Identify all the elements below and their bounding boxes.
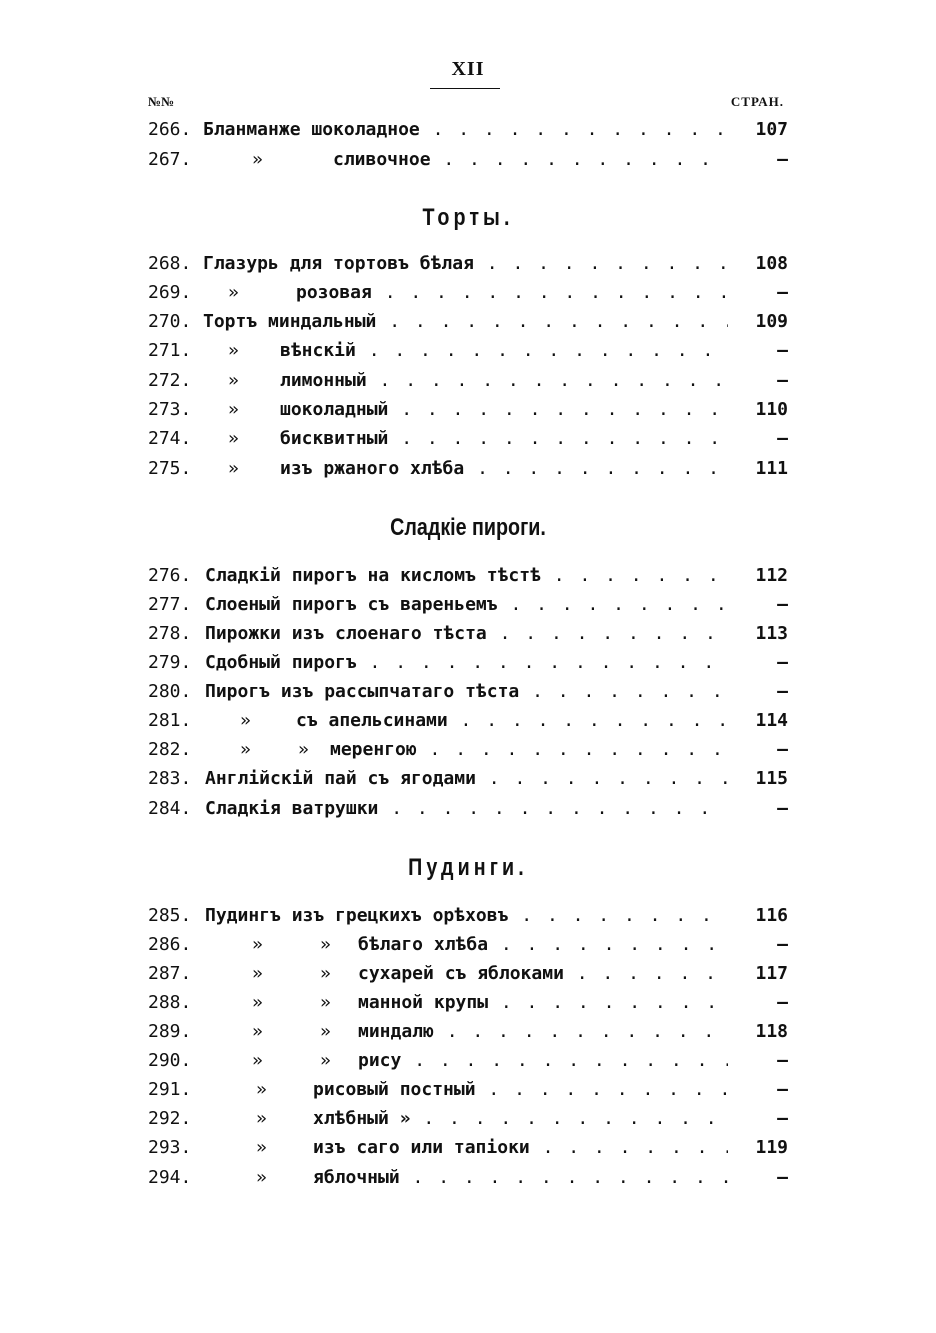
entry-title-text: Пирогъ изъ рассыпчатаго тѣста bbox=[205, 681, 520, 702]
ditto-mark: » bbox=[228, 282, 239, 303]
entry-title bbox=[280, 396, 728, 424]
entry-page: — bbox=[777, 1167, 788, 1188]
entry-number: 273. bbox=[148, 399, 192, 420]
entry-title-text: Сдобный пирогъ bbox=[205, 652, 357, 673]
entry-title bbox=[203, 308, 728, 336]
entry-number: 284. bbox=[148, 798, 192, 819]
ditto-mark: » bbox=[320, 1021, 331, 1042]
entry-number: 266. bbox=[148, 119, 192, 140]
entry-number: 272. bbox=[148, 370, 192, 391]
ditto-mark: » bbox=[252, 1050, 263, 1071]
entry-number: 289. bbox=[148, 1021, 192, 1042]
entry-title-text: бѣлаго хлѣба bbox=[358, 934, 489, 955]
ditto-mark: » bbox=[240, 710, 251, 731]
list-item bbox=[148, 455, 788, 483]
entry-number: 278. bbox=[148, 623, 192, 644]
page-column-label: СТРАН. bbox=[730, 94, 784, 109]
entry-number: 269. bbox=[148, 282, 192, 303]
entry-page: — bbox=[777, 992, 788, 1013]
entry-number: 277. bbox=[148, 594, 192, 615]
entry-number: 279. bbox=[148, 652, 192, 673]
entry-number: 285. bbox=[148, 905, 192, 926]
entry-number: 282. bbox=[148, 739, 192, 760]
list-item bbox=[148, 960, 788, 988]
entry-title bbox=[313, 1164, 728, 1192]
list-item bbox=[148, 1134, 788, 1162]
list-item bbox=[148, 620, 788, 648]
entry-title-text: изъ саго или тапіоки bbox=[313, 1137, 530, 1158]
entry-title bbox=[313, 1105, 728, 1133]
entry-number: 288. bbox=[148, 992, 192, 1013]
entry-title bbox=[205, 562, 728, 590]
entry-title bbox=[313, 1134, 728, 1162]
ditto-mark: » bbox=[252, 934, 263, 955]
entry-title-text: Бланманже шоколадное bbox=[203, 119, 420, 140]
entry-title-text: Глазурь для тортовъ бѣлая bbox=[203, 253, 474, 274]
entry-page: — bbox=[777, 1079, 788, 1100]
section-heading: Сладкіе пироги. bbox=[390, 514, 546, 541]
entry-page: — bbox=[777, 1050, 788, 1071]
entry-title-text: съ апельсинами bbox=[296, 710, 448, 731]
entry-number: 281. bbox=[148, 710, 192, 731]
list-item bbox=[148, 279, 788, 307]
entry-page: 107 bbox=[755, 119, 788, 140]
entry-title bbox=[280, 455, 728, 483]
ditto-mark: » bbox=[252, 963, 263, 984]
entry-title bbox=[205, 678, 728, 706]
entry-title bbox=[296, 707, 728, 735]
ditto-mark: » bbox=[256, 1137, 267, 1158]
list-item bbox=[148, 396, 788, 424]
list-item bbox=[148, 902, 788, 930]
entry-title bbox=[296, 279, 728, 307]
entry-page: — bbox=[777, 428, 788, 449]
entry-title bbox=[358, 931, 728, 959]
entry-number: 293. bbox=[148, 1137, 192, 1158]
entry-title-text: вѣнскій bbox=[280, 340, 356, 361]
entry-title-text: Слоеный пирогъ съ вареньемъ bbox=[205, 594, 498, 615]
list-item bbox=[148, 1105, 788, 1133]
entry-page: — bbox=[777, 681, 788, 702]
entry-title-text: Пудингъ изъ грецкихъ орѣховъ bbox=[205, 905, 509, 926]
entry-number: 276. bbox=[148, 565, 192, 586]
list-item bbox=[148, 425, 788, 453]
entry-page: — bbox=[777, 149, 788, 170]
list-item bbox=[148, 337, 788, 365]
entry-title-text: шоколадный bbox=[280, 399, 389, 420]
entry-title bbox=[205, 620, 728, 648]
ditto-mark: » bbox=[228, 458, 239, 479]
ditto-mark: » bbox=[240, 739, 251, 760]
entry-number: 270. bbox=[148, 311, 192, 332]
list-item bbox=[148, 736, 788, 764]
entry-title bbox=[205, 765, 728, 793]
entry-page: 111 bbox=[755, 458, 788, 479]
list-item bbox=[148, 1076, 788, 1104]
list-item bbox=[148, 591, 788, 619]
entry-number: 274. bbox=[148, 428, 192, 449]
entry-number: 287. bbox=[148, 963, 192, 984]
entry-title bbox=[333, 146, 728, 174]
entry-page: — bbox=[777, 739, 788, 760]
entry-page: 117 bbox=[755, 963, 788, 984]
entry-number: 286. bbox=[148, 934, 192, 955]
section-heading: Пудинги. bbox=[408, 854, 528, 881]
list-item bbox=[148, 678, 788, 706]
list-item bbox=[148, 707, 788, 735]
entry-title bbox=[358, 1018, 728, 1046]
entry-title-text: бисквитный bbox=[280, 428, 389, 449]
entry-page: — bbox=[777, 594, 788, 615]
entry-page: 110 bbox=[755, 399, 788, 420]
entry-page: — bbox=[777, 1108, 788, 1129]
entry-number: 275. bbox=[148, 458, 192, 479]
list-item bbox=[148, 367, 788, 395]
ditto-mark: » bbox=[256, 1167, 267, 1188]
list-item bbox=[148, 250, 788, 278]
entry-title bbox=[205, 902, 728, 930]
list-item bbox=[148, 1018, 788, 1046]
page-number-rule bbox=[430, 88, 500, 89]
entry-page: — bbox=[777, 798, 788, 819]
entry-title bbox=[313, 1076, 728, 1104]
entry-page: 114 bbox=[755, 710, 788, 731]
entry-number: 271. bbox=[148, 340, 192, 361]
entry-title bbox=[358, 1047, 728, 1075]
ditto-mark: » bbox=[320, 1050, 331, 1071]
list-item bbox=[148, 1164, 788, 1192]
entry-title-text: хлѣбный » bbox=[313, 1108, 411, 1129]
entry-title bbox=[205, 649, 728, 677]
list-item bbox=[148, 562, 788, 590]
ditto-mark: » bbox=[256, 1108, 267, 1129]
entry-number: 268. bbox=[148, 253, 192, 274]
entry-page: — bbox=[777, 340, 788, 361]
entry-title-text: миндалю bbox=[358, 1021, 434, 1042]
entry-title-text: изъ ржаного хлѣба bbox=[280, 458, 465, 479]
entry-title-text: розовая bbox=[296, 282, 372, 303]
entry-title-text: сухарей съ яблоками bbox=[358, 963, 564, 984]
list-item bbox=[148, 116, 788, 144]
entry-page: 109 bbox=[755, 311, 788, 332]
entry-title-text: Сладкій пирогъ на кисломъ тѣстѣ bbox=[205, 565, 541, 586]
ditto-mark: » bbox=[252, 992, 263, 1013]
entry-title-text: лимонный bbox=[280, 370, 367, 391]
entry-page: 118 bbox=[755, 1021, 788, 1042]
ditto-mark: » bbox=[298, 739, 309, 760]
list-item bbox=[148, 1047, 788, 1075]
entry-page: 108 bbox=[755, 253, 788, 274]
ditto-mark: » bbox=[320, 963, 331, 984]
entry-title-text: рисовый постный bbox=[313, 1079, 476, 1100]
entry-title-text: сливочное bbox=[333, 149, 431, 170]
entry-page: 113 bbox=[755, 623, 788, 644]
ditto-mark: » bbox=[320, 934, 331, 955]
entry-title bbox=[205, 591, 728, 619]
number-column-label: №№ bbox=[148, 94, 175, 109]
entry-page: — bbox=[777, 934, 788, 955]
list-item bbox=[148, 649, 788, 677]
list-item bbox=[148, 989, 788, 1017]
entry-number: 283. bbox=[148, 768, 192, 789]
entry-title bbox=[203, 116, 728, 144]
ditto-mark: » bbox=[228, 370, 239, 391]
list-item bbox=[148, 795, 788, 823]
entry-title bbox=[280, 337, 728, 365]
entry-page: — bbox=[777, 652, 788, 673]
entry-number: 291. bbox=[148, 1079, 192, 1100]
entry-page: — bbox=[777, 282, 788, 303]
list-item bbox=[148, 931, 788, 959]
ditto-mark: » bbox=[256, 1079, 267, 1100]
section-heading: Торты. bbox=[422, 204, 514, 231]
entry-title bbox=[205, 795, 728, 823]
list-item bbox=[148, 146, 788, 174]
entry-page: 116 bbox=[755, 905, 788, 926]
entry-number: 290. bbox=[148, 1050, 192, 1071]
ditto-mark: » bbox=[228, 399, 239, 420]
entry-title-text: Тортъ миндальный bbox=[203, 311, 377, 332]
entry-title bbox=[358, 989, 728, 1017]
entry-page: 119 bbox=[755, 1137, 788, 1158]
entry-title bbox=[358, 960, 728, 988]
ditto-mark: » bbox=[252, 1021, 263, 1042]
entry-page: — bbox=[777, 370, 788, 391]
entry-number: 267. bbox=[148, 149, 192, 170]
page-number: XII bbox=[451, 58, 485, 80]
ditto-mark: » bbox=[228, 340, 239, 361]
entry-number: 292. bbox=[148, 1108, 192, 1129]
entry-title-text: рису bbox=[358, 1050, 402, 1071]
entry-title-text: меренгою bbox=[330, 739, 417, 760]
entry-page: 112 bbox=[755, 565, 788, 586]
entry-title-text: Сладкія ватрушки bbox=[205, 798, 379, 819]
ditto-mark: » bbox=[252, 149, 263, 170]
entry-title-text: яблочный bbox=[313, 1167, 400, 1188]
list-item bbox=[148, 765, 788, 793]
entry-title bbox=[280, 367, 728, 395]
entry-number: 294. bbox=[148, 1167, 192, 1188]
ditto-mark: » bbox=[228, 428, 239, 449]
entry-title bbox=[280, 425, 728, 453]
entry-title bbox=[203, 250, 728, 278]
entry-title-text: Пирожки изъ слоенаго тѣста bbox=[205, 623, 487, 644]
entry-title bbox=[330, 736, 728, 764]
entry-title-text: Англійскій пай съ ягодами bbox=[205, 768, 476, 789]
entry-page: 115 bbox=[755, 768, 788, 789]
list-item bbox=[148, 308, 788, 336]
entry-title-text: манной крупы bbox=[358, 992, 489, 1013]
entry-number: 280. bbox=[148, 681, 192, 702]
ditto-mark: » bbox=[320, 992, 331, 1013]
